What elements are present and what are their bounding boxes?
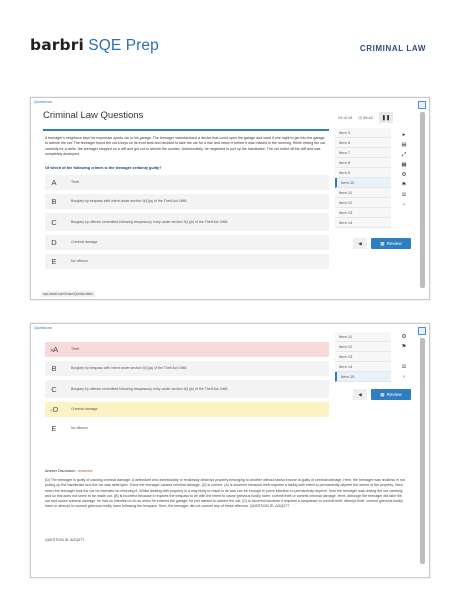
- pause-button[interactable]: ❚❚: [379, 112, 393, 123]
- barbri-logo: [30, 36, 159, 55]
- option-text: Burglary by trespass with intent under section 9(1)(a) of the Theft Act 1968.: [71, 366, 188, 371]
- vertical-scrollbar[interactable]: [420, 112, 425, 288]
- answer-screenshot: [30, 323, 430, 578]
- question-id: QUESTION ID: AGQ077: [45, 538, 85, 542]
- subject-heading: CRIMINAL LAW: [359, 44, 426, 53]
- tool-column: [396, 332, 412, 382]
- answer-discussion: [45, 469, 405, 509]
- header-divider: [43, 129, 329, 131]
- option-letter: [45, 345, 63, 354]
- note-icon[interactable]: ▤: [401, 142, 407, 148]
- option-letter: E: [51, 424, 57, 433]
- option-letter: B: [51, 197, 57, 206]
- gear-icon[interactable]: ⚙: [401, 172, 407, 178]
- option-text: Burglary by offence committed following trespassory entry under section 9(1)(b) of the Theft Act 1968.: [71, 386, 229, 391]
- option-text: Theft: [71, 180, 79, 185]
- option-e[interactable]: [45, 421, 329, 436]
- list-item[interactable]: Item 13: [335, 208, 391, 218]
- list-item[interactable]: Item 3: [335, 128, 391, 138]
- flag-icon[interactable]: ⚑: [401, 344, 407, 350]
- discussion-body: (D) The teenager is guilty of causing criminal damage. A defendant who intentionally or recklessly destroys property belonging to another without lawful excuse is guilty of criminal damage. Here, the teenager was reckless in not pulling up the handbrake and the car was destroyed. Since the teenager caused criminal damage, (D) is correct. (A) is incorrect because theft requires a taking with intent to permanently deprive the owner of the property. Here, when the teenager took the car he intended on returning it. Whilst dealing with property in a way likely to result in its loss can be enough to prove intention to permanently deprive, here the teenager was driving the car carefully and so this does not seem to be made out. (B) is incorrect because it requires the trespass to be with the intent to cause grievous bodily harm, commit theft or commit criminal damage. Here, although the teenager did take the car and cause criminal damage, he had no intention to do so when he entered the garage; he just wanted to admire the car. (C) is incorrect because it requires a trespasser to commit theft, attempt theft, commit grievous bodily harm or attempt to commit grievous bodily harm following the trespass. Here, the teenager did not commit any of these offences. QUESTION ID: AGQ077: [45, 478, 405, 509]
- list-item-current[interactable]: Item 15: [335, 372, 391, 382]
- chevron-left-icon[interactable]: ‹: [403, 202, 405, 208]
- list-item[interactable]: Item 7: [335, 148, 391, 158]
- status-url: sqe.barbri.com/Exam/QuestionItem: [43, 292, 93, 296]
- option-text: Criminal damage: [71, 240, 98, 245]
- play-icon[interactable]: ▸: [402, 132, 406, 138]
- option-letter-text: D: [52, 405, 59, 414]
- flag-icon[interactable]: ⚑: [401, 182, 407, 188]
- scale-icon[interactable]: ⚖: [401, 364, 407, 370]
- option-b[interactable]: [45, 361, 329, 376]
- window-maximize-button[interactable]: [418, 327, 426, 335]
- previous-button[interactable]: ◀: [353, 389, 367, 400]
- option-d[interactable]: [45, 235, 329, 250]
- list-item[interactable]: Item 14: [335, 218, 391, 228]
- option-e[interactable]: [45, 254, 329, 269]
- calculator-icon[interactable]: ▦: [401, 162, 407, 168]
- tool-column: [396, 130, 412, 210]
- list-item[interactable]: Item 9: [335, 168, 391, 178]
- option-a-selected-wrong[interactable]: [45, 342, 329, 357]
- option-letter: [45, 405, 63, 414]
- clock-icon: ◷: [358, 115, 362, 120]
- chevron-left-icon[interactable]: ‹: [403, 374, 405, 380]
- question-item-list: [335, 128, 391, 228]
- timer: [358, 115, 373, 120]
- option-letter: C: [51, 384, 57, 394]
- list-item[interactable]: Item 8: [335, 158, 391, 168]
- option-c[interactable]: [45, 213, 329, 231]
- calendar-icon: ▦: [380, 240, 385, 246]
- question-meta: [338, 112, 393, 123]
- review-label: Review: [386, 392, 402, 397]
- list-item[interactable]: Item 12: [335, 342, 391, 352]
- option-letter: A: [51, 178, 57, 187]
- option-a[interactable]: [45, 175, 329, 190]
- option-text: Criminal damage: [71, 407, 98, 412]
- result-status: Incorrect: [78, 469, 93, 473]
- scale-icon[interactable]: ⚖: [401, 192, 407, 198]
- expand-icon[interactable]: ⤢: [401, 151, 407, 158]
- navigation-row: [353, 238, 411, 249]
- question-screenshot: [30, 97, 430, 300]
- question-item-list: [335, 332, 391, 382]
- list-item[interactable]: Item 11: [335, 332, 391, 342]
- review-label: Review: [386, 241, 402, 246]
- list-item[interactable]: Item 11: [335, 188, 391, 198]
- discussion-label: Answer Discussion :: [45, 469, 78, 473]
- option-letter: E: [51, 257, 57, 266]
- question-stem: A teenager's neighbour kept his expensive sports car in his garage. The teenager manufactured a device that could open the garage and used it one night to get into the garage to admire the car. The teenager found the car's keys on its front seat and decided to take the car for a ride and return it before it was missed in the morning. While driving the car carefully for a while, the teenager stopped on a cliff and got out to admire the sunrise. Unfortunately, he neglected to pull up the handbrake. The car rolled off the cliff and was completely destroyed.: [45, 136, 326, 157]
- brand-product: SQE Prep: [88, 37, 159, 54]
- option-text: Theft: [71, 347, 79, 352]
- brand-name: barbri: [30, 36, 84, 54]
- option-c[interactable]: [45, 380, 329, 398]
- section-title: Criminal Law Questions: [43, 110, 144, 121]
- spacer: [396, 352, 412, 362]
- window-title: Questions: [34, 99, 53, 104]
- option-letter: C: [51, 217, 57, 227]
- option-text: No offence.: [71, 426, 89, 431]
- list-item[interactable]: Item 14: [335, 362, 391, 372]
- option-d-correct[interactable]: [45, 402, 329, 417]
- list-item[interactable]: Item 12: [335, 198, 391, 208]
- option-text: Burglary by trespass with intent under section 9(1)(a) of the Theft Act 1968.: [71, 199, 188, 204]
- review-button[interactable]: [371, 389, 411, 400]
- question-counter: 10 of 15: [337, 115, 353, 120]
- window-title: Questions: [34, 325, 53, 330]
- question-header: [43, 110, 393, 126]
- window-maximize-button[interactable]: [418, 101, 426, 109]
- wrong-icon: ✕: [49, 348, 55, 354]
- option-text: No offence.: [71, 259, 89, 264]
- gear-icon[interactable]: ⚙: [401, 334, 407, 340]
- calendar-icon: ▦: [380, 391, 385, 397]
- review-button[interactable]: [371, 238, 411, 249]
- check-icon: ✓: [49, 408, 54, 414]
- list-item[interactable]: Item 13: [335, 352, 391, 362]
- previous-button[interactable]: ◀: [353, 238, 367, 249]
- vertical-scrollbar[interactable]: [420, 338, 425, 564]
- question-prompt: Of which of the following crimes is the teenager certainly guilty?: [45, 166, 162, 170]
- navigation-row: [353, 389, 411, 400]
- option-letter: D: [51, 238, 57, 247]
- option-b[interactable]: [45, 194, 329, 209]
- option-text: Burglary by offence committed following trespassory entry under section 9(1)(b) of the Theft Act 1968.: [71, 219, 229, 224]
- list-item-current[interactable]: Item 10: [335, 178, 391, 188]
- timer-value: 05:42: [362, 115, 373, 120]
- option-letter: B: [51, 364, 57, 373]
- option-letter-text: A: [53, 345, 59, 354]
- list-item[interactable]: Item 5: [335, 138, 391, 148]
